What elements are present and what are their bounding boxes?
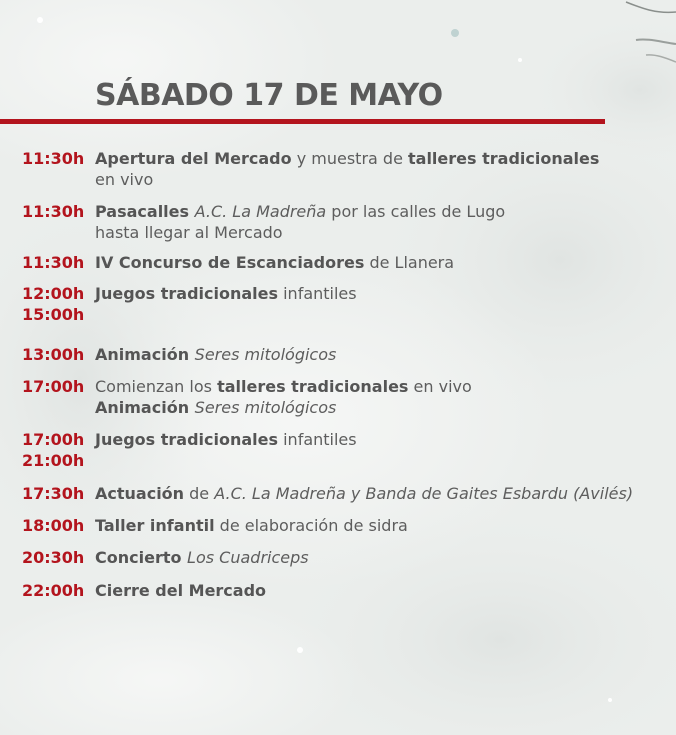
event-description (95, 201, 670, 243)
event-start-time: 13:00h (22, 345, 85, 364)
emphasis-text: Cierre del Mercado (95, 581, 267, 600)
event-description (95, 283, 670, 304)
event-description (95, 483, 670, 504)
italic-text: A.C. La Madreña (194, 202, 327, 221)
emphasis-text: Animación (95, 345, 195, 364)
event-start-time: 11:30h (22, 253, 85, 272)
emphasis-text: Apertura del Mercado (95, 149, 292, 168)
description-line (95, 201, 670, 222)
description-line (95, 169, 670, 190)
emphasis-text: Actuación (95, 484, 185, 503)
event-start-time: 20:30h (22, 548, 85, 567)
event-end-time: 15:00h (22, 305, 85, 324)
description-line (95, 397, 670, 418)
italic-text: Los Cuadriceps (187, 548, 309, 567)
emphasis-text: Animación (95, 398, 195, 417)
description-line (95, 547, 670, 568)
event-end-time: 21:00h (22, 451, 85, 470)
event-start-time: 17:30h (22, 484, 85, 503)
description-line (95, 252, 670, 273)
event-description (95, 376, 670, 418)
description-line (95, 429, 670, 450)
italic-text: Seres mitológicos (194, 398, 337, 417)
plain-text: en vivo (95, 170, 154, 189)
event-description (95, 252, 670, 273)
plain-text: de Llanera (364, 253, 455, 272)
plain-text: en vivo (408, 377, 472, 396)
event-description (95, 580, 670, 601)
plain-text: infantiles (278, 284, 357, 303)
description-line (95, 376, 670, 397)
plain-text: por las calles de Lugo (326, 202, 506, 221)
emphasis-text: IV Concurso de Escanciadores (95, 253, 365, 272)
event-start-time: 11:30h (22, 202, 85, 221)
emphasis-text: talleres tradicionales (217, 377, 409, 396)
plain-text: y muestra de (291, 149, 408, 168)
plain-text: hasta llegar al Mercado (95, 223, 283, 242)
description-line (95, 344, 670, 365)
event-description (95, 148, 670, 190)
description-line (95, 222, 670, 243)
description-line (95, 283, 670, 304)
event-start-time: 17:00h (22, 377, 85, 396)
plain-text: infantiles (278, 430, 357, 449)
emphasis-text: Pasacalles (95, 202, 195, 221)
event-description (95, 515, 670, 536)
event-description (95, 344, 670, 365)
event-start-time: 18:00h (22, 516, 85, 535)
page-title: SÁBADO 17 DE MAYO (95, 78, 443, 113)
plain-text: de (184, 484, 215, 503)
emphasis-text: talleres tradicionales (408, 149, 600, 168)
emphasis-text: Concierto (95, 548, 188, 567)
plain-text: de elaboración de sidra (214, 516, 408, 535)
italic-text: Seres mitológicos (194, 345, 337, 364)
emphasis-text: Taller infantil (95, 516, 215, 535)
event-description (95, 547, 670, 568)
description-line (95, 580, 670, 601)
event-description (95, 429, 670, 450)
italic-text: A.C. La Madreña y Banda de Gaites Esbardu (Avilés) (214, 484, 634, 503)
emphasis-text: Juegos tradicionales (95, 430, 279, 449)
description-line (95, 148, 670, 169)
plain-text: Comienzan los (95, 377, 218, 396)
emphasis-text: Juegos tradicionales (95, 284, 279, 303)
event-start-time: 17:00h (22, 430, 85, 449)
description-line (95, 483, 670, 504)
event-start-time: 22:00h (22, 581, 85, 600)
event-start-time: 11:30h (22, 149, 85, 168)
description-line (95, 515, 670, 536)
event-start-time: 12:00h (22, 284, 85, 303)
